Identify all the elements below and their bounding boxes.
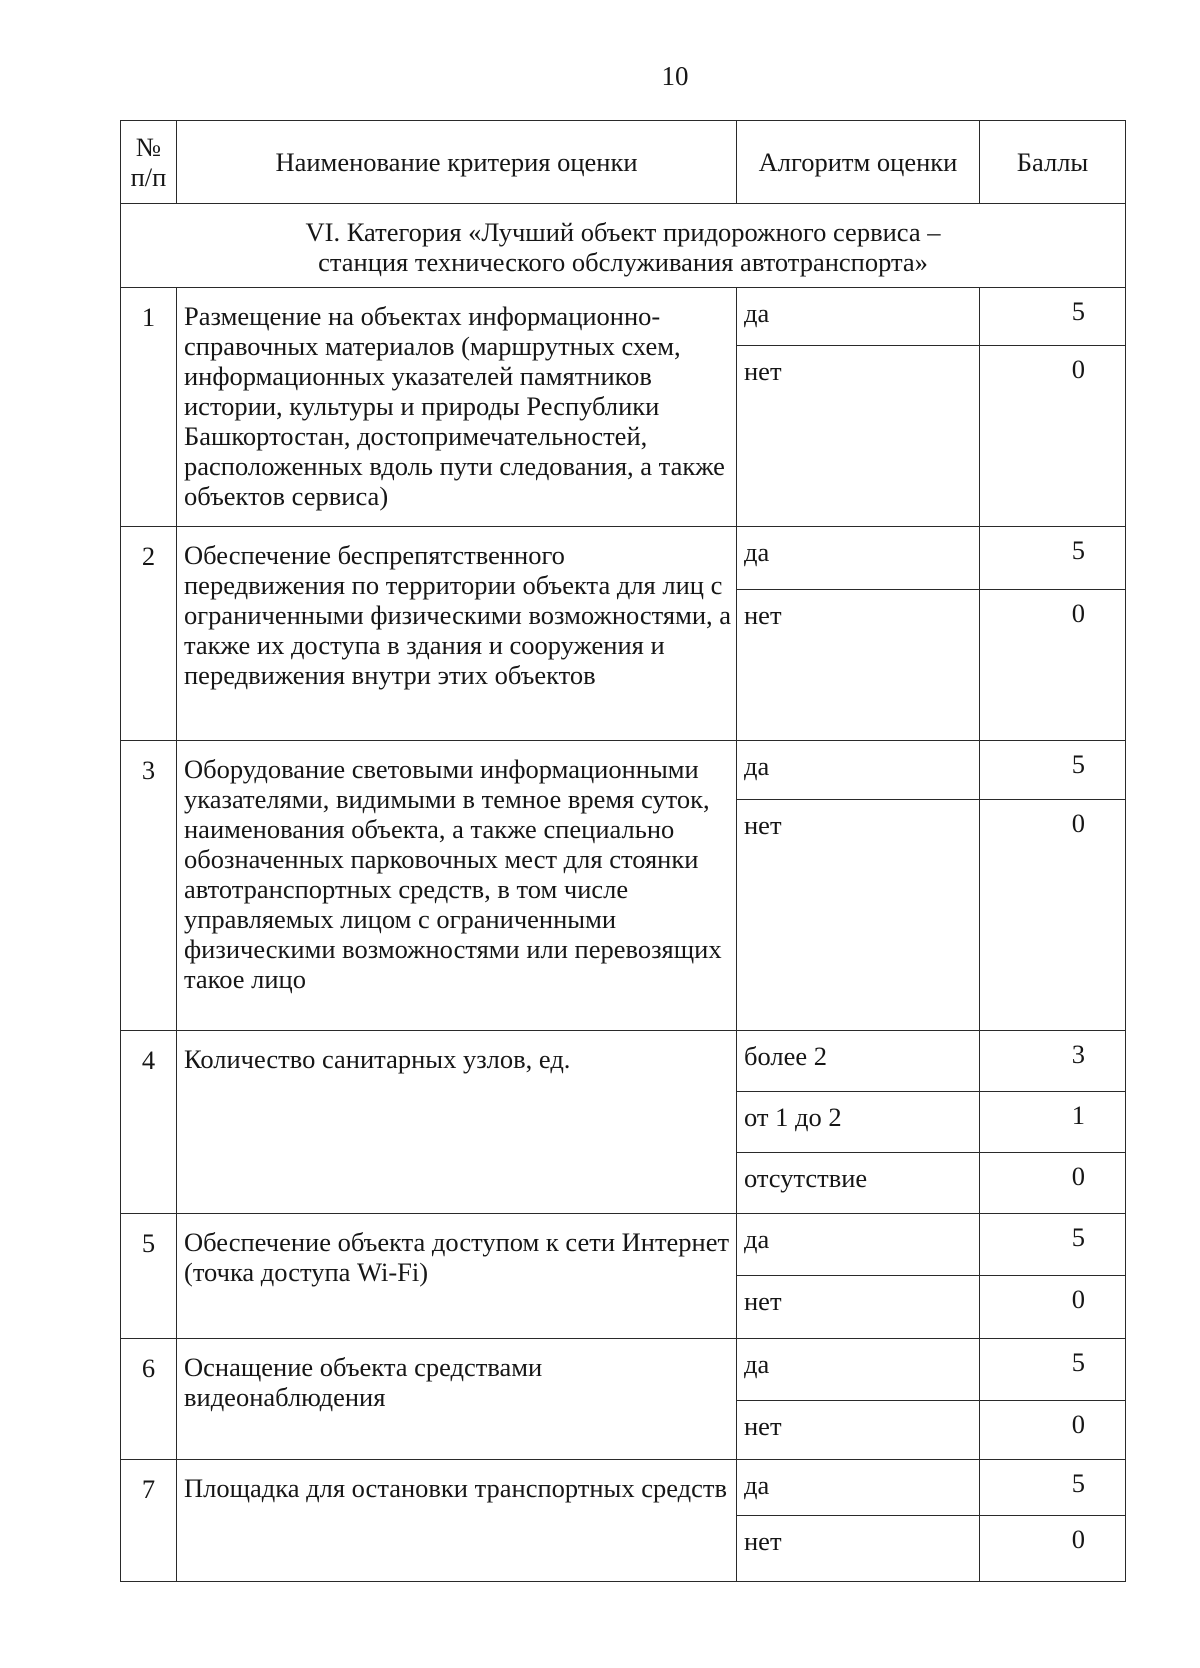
- header-name: Наименование критерия оценки: [177, 121, 737, 204]
- criterion-number: 7: [121, 1460, 177, 1582]
- category-row: [121, 204, 1126, 288]
- criterion-name: Количество санитарных узлов, ед.: [177, 1031, 737, 1214]
- table-row: [121, 1460, 1126, 1516]
- score-cell: 0: [980, 590, 1126, 741]
- header-algorithm: Алгоритм оценки: [737, 121, 980, 204]
- score-cell: 5: [980, 741, 1126, 800]
- category-title-line2: станция технического обслуживания автотранспорта»: [318, 247, 928, 277]
- algorithm-cell: более 2: [737, 1031, 980, 1092]
- score-cell: 3: [980, 1031, 1126, 1092]
- score-cell: 0: [980, 1276, 1126, 1339]
- table-row: [121, 288, 1126, 346]
- criterion-name: Площадка для остановки транспортных средств: [177, 1460, 737, 1582]
- algorithm-cell: нет: [737, 1401, 980, 1460]
- page-number: 10: [661, 61, 689, 91]
- table-row: [121, 1339, 1126, 1401]
- criterion-number: 2: [121, 527, 177, 741]
- header-num: № п/п: [121, 121, 177, 204]
- algorithm-cell: нет: [737, 590, 980, 741]
- score-cell: 5: [980, 1214, 1126, 1276]
- algorithm-cell: от 1 до 2: [737, 1092, 980, 1153]
- criterion-number: 4: [121, 1031, 177, 1214]
- score-cell: 5: [980, 1460, 1126, 1516]
- algorithm-cell: да: [737, 1460, 980, 1516]
- algorithm-cell: нет: [737, 1276, 980, 1339]
- score-cell: 5: [980, 527, 1126, 590]
- score-cell: 0: [980, 1401, 1126, 1460]
- algorithm-cell: да: [737, 741, 980, 800]
- algorithm-cell: нет: [737, 1516, 980, 1582]
- score-cell: 1: [980, 1092, 1126, 1153]
- category-title-line1: VI. Категория «Лучший объект придорожного сервиса –: [305, 217, 941, 247]
- criterion-number: 3: [121, 741, 177, 1031]
- criterion-name: Размещение на объектах информационно-справочных материалов (маршрутных схем, информационных указателей памятников истории, культуры и природы Республики Башкортостан, достопримечательностей, расположенных вдоль пути следования, а также объектов сервиса): [177, 288, 737, 527]
- table-row: [121, 527, 1126, 590]
- score-cell: 0: [980, 1153, 1126, 1214]
- score-cell: 5: [980, 1339, 1126, 1401]
- criterion-number: 1: [121, 288, 177, 527]
- score-cell: 5: [980, 288, 1126, 346]
- header-score: Баллы: [980, 121, 1126, 204]
- algorithm-cell: нет: [737, 346, 980, 527]
- algorithm-cell: да: [737, 1339, 980, 1401]
- score-cell: 0: [980, 1516, 1126, 1582]
- criterion-number: 5: [121, 1214, 177, 1339]
- criterion-name: Оборудование световыми информационными указателями, видимыми в темное время суток, наименования объекта, а также специально обозначенных парковочных мест для стоянки автотранспортных средств, в том числе управляемых лицом с ограниченными физическими возможностями или перевозящих такое лицо: [177, 741, 737, 1031]
- category-title: [121, 204, 1126, 288]
- algorithm-cell: отсутствие: [737, 1153, 980, 1214]
- table-row: [121, 1214, 1126, 1276]
- criterion-name: Обеспечение объекта доступом к сети Интернет (точка доступа Wi-Fi): [177, 1214, 737, 1339]
- score-cell: 0: [980, 346, 1126, 527]
- algorithm-cell: нет: [737, 800, 980, 1031]
- criterion-number: 6: [121, 1339, 177, 1460]
- table-row: [121, 741, 1126, 800]
- table-header-row: [121, 121, 1126, 204]
- algorithm-cell: да: [737, 1214, 980, 1276]
- table-row: [121, 1031, 1126, 1092]
- criterion-name: Обеспечение беспрепятственного передвижения по территории объекта для лиц с ограниченными физическими возможностями, а также их доступа в здания и сооружения и передвижения внутри этих объектов: [177, 527, 737, 741]
- algorithm-cell: да: [737, 288, 980, 346]
- criteria-table: [120, 120, 1126, 1582]
- score-cell: 0: [980, 800, 1126, 1031]
- criterion-name: Оснащение объекта средствами видеонаблюдения: [177, 1339, 737, 1460]
- algorithm-cell: да: [737, 527, 980, 590]
